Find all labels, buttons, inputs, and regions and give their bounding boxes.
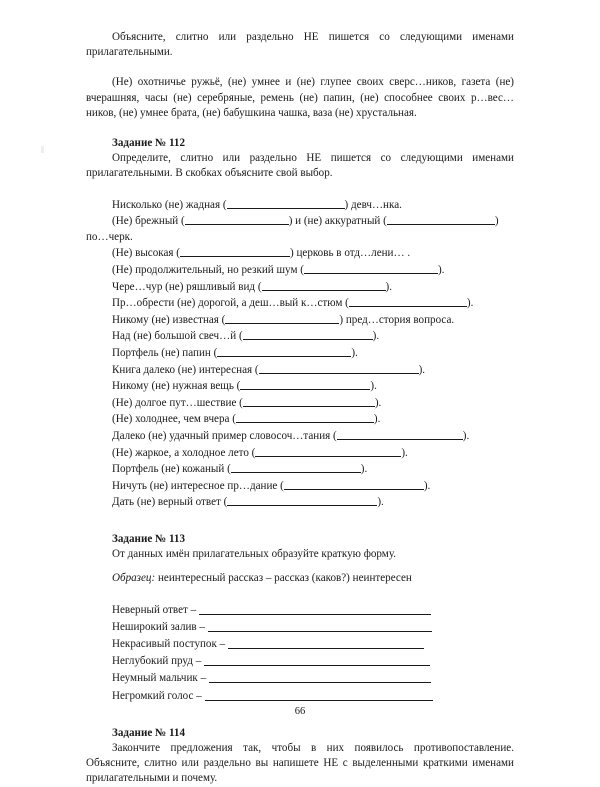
answer-blank[interactable]: [217, 345, 351, 357]
answer-blank[interactable]: [243, 328, 373, 340]
short-form-line: [86, 636, 514, 653]
exercise-line: [86, 395, 514, 412]
exercise-prompt-text: Нисколько (не) жадная (: [112, 198, 227, 211]
short-form-label: Негромкий голос –: [112, 689, 202, 702]
exercise-suffix-text: ).: [385, 280, 392, 293]
exercise-line: [86, 328, 514, 345]
exercise-suffix-text: ).: [351, 346, 358, 359]
short-form-label: Неглубокий пруд –: [112, 655, 202, 668]
exercise-suffix-text: ).: [462, 429, 470, 442]
exercise-suffix-text: ) и (не) аккуратный (: [288, 215, 387, 228]
intro-instruction: Объясните, слитно или раздельно НЕ пишется со следующими именами прилагательными.: [86, 31, 514, 59]
task-113-instruction: От данных имён прилагательных образуйте краткую форму.: [112, 548, 397, 561]
short-form-label: Неверный ответ –: [112, 603, 197, 616]
exercise-suffix-text: ): [494, 215, 499, 228]
spacer: [86, 511, 514, 532]
exercise-prompt-text: Портфель (не) папин (: [112, 346, 218, 359]
exercise-prompt-text: Дать (не) верный ответ (: [112, 496, 228, 509]
exercise-suffix-text: ).: [437, 264, 445, 276]
answer-blank[interactable]: [231, 461, 361, 473]
answer-blank[interactable]: [208, 619, 432, 632]
page-content: [86, 30, 514, 787]
exercise-line: [86, 245, 514, 262]
exercise-suffix-text: ).: [372, 330, 380, 343]
spacer: [86, 562, 514, 571]
task-113-example: [86, 571, 514, 586]
task-112-instruction: Определите, слитно или раздельно НЕ пишется со следующими именами прилагательными. В скобках объясните свой выбор.: [86, 152, 514, 180]
exercise-prompt-text: Далеко (не) удачный пример словосоч…тания (: [112, 429, 337, 442]
spacer: [86, 182, 514, 197]
exercise-prompt-text: (Не) жаркое, а холодное лето (: [112, 446, 256, 459]
short-form-line: [86, 670, 514, 687]
answer-blank[interactable]: [227, 197, 345, 209]
exercise-suffix-text: ).: [370, 380, 377, 393]
exercise-suffix-text: ) пред…стория вопроса.: [339, 313, 455, 326]
answer-blank[interactable]: [243, 395, 375, 407]
exercise-line: [86, 362, 514, 379]
answer-blank[interactable]: [284, 478, 424, 490]
answer-blank[interactable]: [199, 602, 431, 615]
spacer: [86, 60, 514, 75]
answer-blank[interactable]: [227, 494, 377, 506]
exercise-line: [86, 213, 514, 230]
exercise-prompt-text: (Не) долгое пут…шествие (: [112, 396, 243, 409]
exercise-line: [86, 279, 514, 296]
exercise-line: [86, 312, 514, 329]
answer-blank[interactable]: [185, 213, 289, 225]
exercise-suffix-text: ).: [373, 413, 381, 426]
exercise-prompt-text: Пр…обрести (не) дорогой, а деш…вый к…стюм (: [112, 297, 349, 310]
exercise-prompt-text: Никому (не) известная (: [112, 313, 226, 326]
answer-blank[interactable]: [337, 428, 463, 440]
short-form-line: [86, 602, 514, 619]
task-113-short-form-list: [86, 602, 514, 705]
exercise-prompt-text: Чере…чур (не) ряшливый вид (: [112, 280, 262, 293]
exercise-line: [86, 197, 514, 214]
answer-blank[interactable]: [387, 213, 495, 225]
exercise-prompt-text: Ничуть (не) интересное пр…дание (: [112, 479, 284, 492]
answer-blank[interactable]: [228, 636, 424, 649]
answer-blank[interactable]: [209, 670, 431, 683]
exercise-line: [86, 461, 514, 478]
task-114-heading: Задание № 114: [112, 726, 185, 739]
task-113-heading: Задание № 113: [112, 532, 185, 545]
exercise-prompt-text: Никому (не) нужная вещь (: [112, 380, 241, 393]
exercise-line: [86, 262, 514, 279]
exercise-suffix-text: ).: [401, 446, 408, 459]
exercise-line: [86, 345, 514, 362]
exercise-suffix-text: ).: [466, 297, 474, 310]
short-form-label: Некрасивый поступок –: [112, 637, 226, 650]
answer-blank[interactable]: [204, 653, 430, 666]
spacer: [86, 121, 514, 136]
exercise-line: [86, 428, 514, 445]
exercise-line: [86, 378, 514, 395]
exercise-line: [86, 494, 514, 511]
answer-blank[interactable]: [304, 262, 438, 274]
short-form-label: Неумный мальчик –: [112, 672, 207, 685]
exercise-prompt-text: (Не) продолжительный, но резкий шум (: [112, 264, 304, 276]
task-113-example-label: Образец:: [112, 572, 156, 585]
answer-blank[interactable]: [262, 279, 386, 291]
task-112-heading: Задание № 112: [112, 137, 185, 150]
task-112-exercise-list: [86, 197, 514, 511]
short-form-line: [86, 653, 514, 670]
exercise-prompt-text: (Не) холоднее, чем вчера (: [112, 413, 236, 426]
short-form-line: [86, 688, 514, 705]
exercise-wrap-line: по…черк.: [86, 230, 133, 243]
margin-artifact: [41, 146, 44, 153]
exercise-line: [86, 445, 514, 462]
exercise-prompt-text: Портфель (не) кожаный (: [112, 463, 231, 476]
answer-blank[interactable]: [259, 362, 419, 374]
answer-blank[interactable]: [205, 688, 433, 701]
short-form-line: [86, 619, 514, 636]
exercise-suffix-text: ).: [423, 479, 431, 492]
exercise-line: [86, 478, 514, 495]
answer-blank[interactable]: [349, 295, 467, 307]
exercise-prompt-text: (Не) брежный (: [112, 215, 185, 228]
answer-blank[interactable]: [225, 312, 339, 324]
exercise-suffix-text: ) девч…нка.: [344, 198, 402, 211]
exercise-prompt-text: (Не) высокая (: [112, 247, 180, 260]
exercise-suffix-text: ) церковь в отд…лени… .: [289, 247, 411, 260]
answer-blank[interactable]: [240, 378, 370, 390]
answer-blank[interactable]: [180, 245, 290, 257]
short-form-label: Неширокий залив –: [112, 620, 205, 633]
exercise-line: [86, 295, 514, 312]
spacer: [86, 587, 514, 602]
exercise-suffix-text: ).: [360, 463, 368, 476]
exercise-prompt-text: Над (не) большой свеч…й (: [112, 330, 243, 343]
exercise-suffix-text: ).: [418, 363, 426, 376]
task-113-example-text: неинтересный рассказ – рассказ (каков?) неинтересен: [155, 572, 412, 585]
answer-blank[interactable]: [255, 445, 401, 457]
answer-blank[interactable]: [236, 411, 374, 423]
exercise-line: [86, 411, 514, 428]
exercise-suffix-text: ).: [374, 396, 382, 409]
task-114-instruction: Закончите предложения так, чтобы в них появилось противопоставление. Объясните, слитно или раздельно вы напишете НЕ с выделенными краткими именами прилагательными и почему.: [86, 741, 514, 785]
intro-word-list: (Не) охотничье ружьё, (не) умнее и (не) глупее своих сверс…ников, газета (не) вчерашняя, часы (не) серебряные, ремень (не) папин, (не) способнее своих р…вес…ников, (не) умнее брата, (не) бабушкина чашка, ваза (не) хрустальная.: [86, 76, 514, 119]
page-number: 66: [294, 706, 306, 717]
exercise-suffix-text: ).: [377, 496, 384, 509]
exercise-prompt-text: Книга далеко (не) интересная (: [112, 363, 259, 376]
